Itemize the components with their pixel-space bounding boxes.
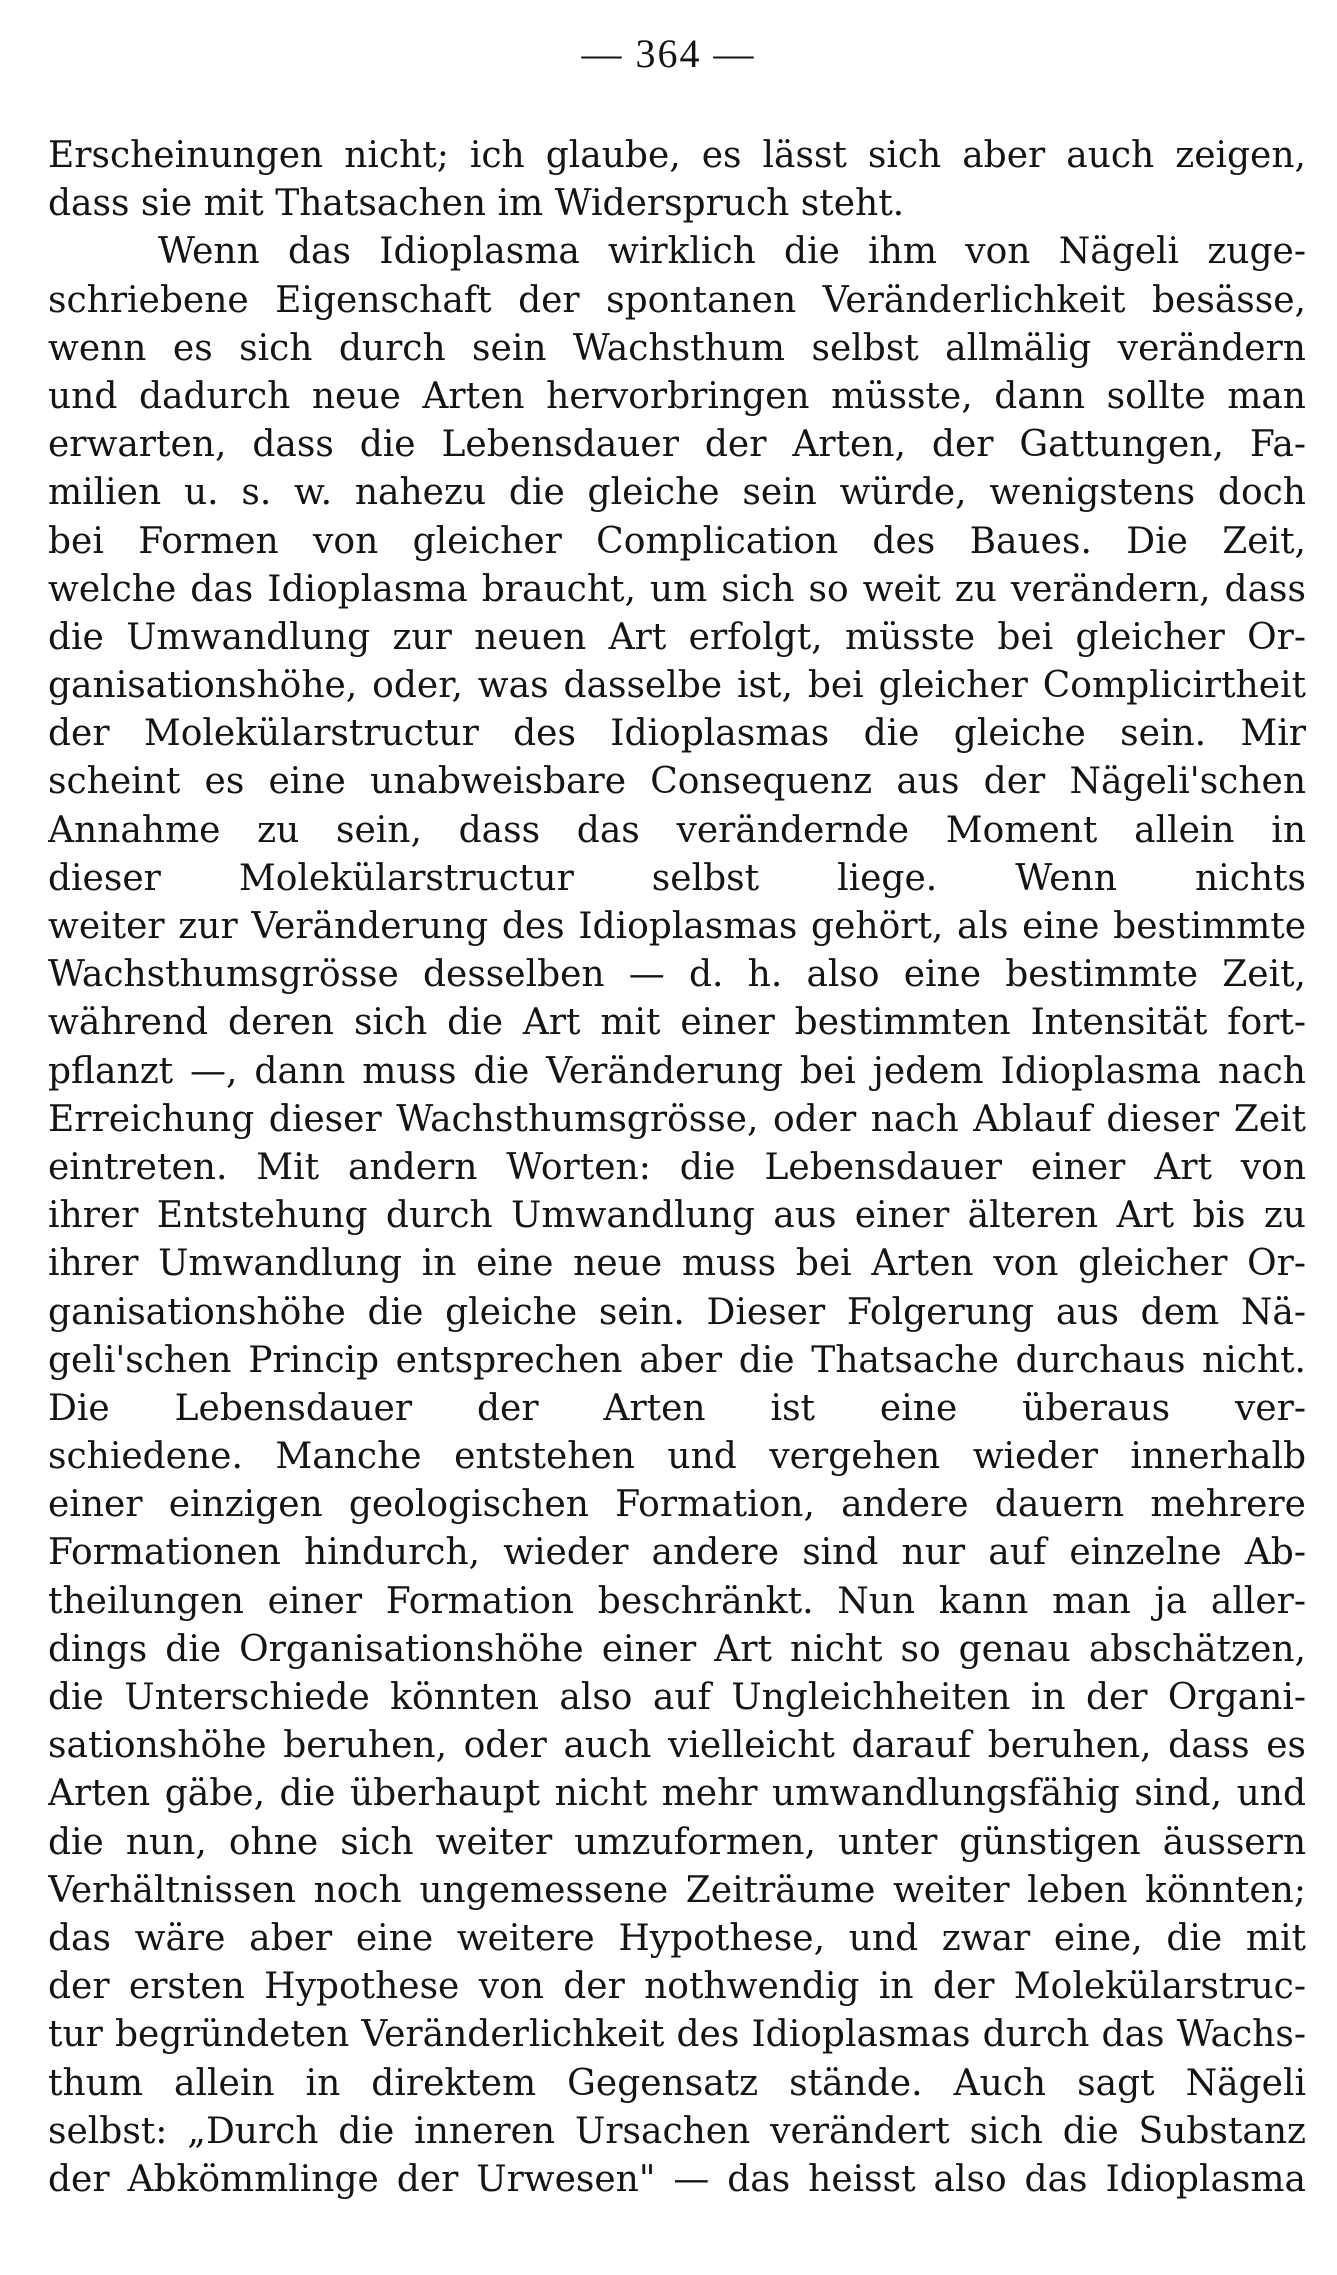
text-line: weiter zur Veränderung des Idioplasmas gehört, als eine bestimmte (48, 906, 1306, 947)
text-line: Arten gäbe, die überhaupt nicht mehr umwandlungsfähig sind, und (48, 1773, 1306, 1815)
text-line: ihrer Umwandlung in eine neue muss bei Arten von gleicher Or- (48, 1243, 1306, 1285)
text-line: Wenn das Idioplasma wirklich die ihm von Nägeli zuge- (158, 231, 1306, 273)
text-line: welche das Idioplasma braucht, um sich so weit zu verändern, dass (48, 568, 1306, 610)
text-line: theilungen einer Formation beschränkt. Nun kann man ja aller- (48, 1580, 1306, 1622)
text-line: wenn es sich durch sein Wachsthum selbst allmälig verändern (48, 327, 1306, 369)
text-line: Formationen hindurch, wieder andere sind nur auf einzelne Ab- (48, 1532, 1306, 1574)
text-line: die Umwandlung zur neuen Art erfolgt, müsste bei gleicher Or- (48, 616, 1306, 658)
text-line: der Abkömmlinge der Urwesen" — das heisst also das Idioplasma (48, 2158, 1306, 2200)
text-line: Die Lebensdauer der Arten ist eine überaus ver- (48, 1387, 1306, 1429)
text-line: dieser Molekülarstructur selbst liege. Wenn nichts (48, 857, 1306, 899)
text-line: Wachsthumsgrösse desselben — d. h. also eine bestimmte Zeit, (48, 954, 1306, 996)
text-line: milien u. s. w. nahezu die gleiche sein würde, wenigstens doch (48, 472, 1306, 514)
text-line: Verhältnissen noch ungemessene Zeiträume weiter leben könnten; (48, 1869, 1306, 1911)
body-text (48, 132, 1306, 2204)
text-line: ihrer Entstehung durch Umwandlung aus einer älteren Art bis zu (48, 1195, 1306, 1237)
text-line: einer einzigen geologischen Formation, andere dauern mehrere (48, 1484, 1306, 1526)
text-line: der ersten Hypothese von der nothwendig in der Molekülarstruc- (48, 1966, 1306, 2008)
text-line: tur begründeten Veränderlichkeit des Idioplasmas durch das Wachs- (48, 2014, 1306, 2056)
text-line: geli'schen Princip entsprechen aber die Thatsache durchaus nicht. (48, 1339, 1306, 1381)
page-number: — 364 — (581, 31, 756, 76)
text-line: eintreten. Mit andern Worten: die Lebensdauer einer Art von (48, 1146, 1306, 1188)
text-line: thum allein in direktem Gegensatz stände. Auch sagt Nägeli (48, 2062, 1306, 2104)
text-line: sationshöhe beruhen, oder auch vielleicht darauf beruhen, dass es (48, 1725, 1306, 1767)
text-line: ganisationshöhe die gleiche sein. Dieser Folgerung aus dem Nä- (48, 1291, 1306, 1333)
text-line: scheint es eine unabweisbare Consequenz aus der Nägeli'schen (48, 761, 1306, 803)
text-line: pflanzt —, dann muss die Veränderung bei jedem Idioplasma nach (48, 1050, 1306, 1092)
text-line: die nun, ohne sich weiter umzuformen, unter günstigen äussern (48, 1821, 1306, 1863)
text-line: der Molekülarstructur des Idioplasmas die gleiche sein. Mir (48, 713, 1306, 755)
text-line: während deren sich die Art mit einer bestimmten Intensität fort- (48, 1002, 1306, 1044)
text-line: und dadurch neue Arten hervorbringen müsste, dann sollte man (48, 375, 1306, 417)
text-line: das wäre aber eine weitere Hypothese, und zwar eine, die mit (48, 1917, 1306, 1959)
text-line: die Unterschiede könnten also auf Ungleichheiten in der Organi- (48, 1677, 1306, 1718)
text-line: Erreichung dieser Wachsthumsgrösse, oder nach Ablauf dieser Zeit (48, 1098, 1306, 1140)
text-line: Erscheinungen nicht; ich glaube, es lässt sich aber auch zeigen, (48, 135, 1306, 176)
text-line: bei Formen von gleicher Complication des Baues. Die Zeit, (48, 520, 1306, 562)
text-line: Annahme zu sein, dass das verändernde Moment allein in (48, 809, 1306, 851)
text-line: selbst: „Durch die inneren Ursachen verändert sich die Substanz (48, 2110, 1306, 2152)
text-line: dass sie mit Thatsachen im Widerspruch steht. (48, 183, 905, 225)
text-line: ganisationshöhe, oder, was dasselbe ist, bei gleicher Complicirtheit (48, 665, 1306, 707)
text-line: schiedene. Manche entstehen und vergehen wieder innerhalb (48, 1436, 1306, 1478)
text-line: schriebene Eigenschaft der spontanen Veränderlichkeit besässe, (48, 279, 1306, 321)
text-line: erwarten, dass die Lebensdauer der Arten, der Gattungen, Fa- (48, 424, 1306, 466)
text-line: dings die Organisationshöhe einer Art nicht so genau abschätzen, (48, 1628, 1306, 1670)
